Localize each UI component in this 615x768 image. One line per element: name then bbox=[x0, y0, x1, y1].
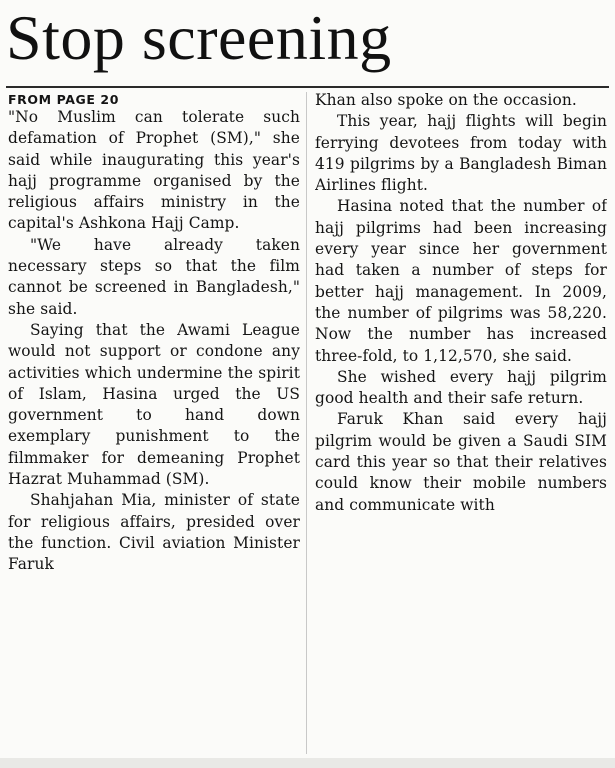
column-divider bbox=[306, 92, 307, 754]
paragraph: Shahjahan Mia, minister of state for religious affairs, presided over the function. Civil aviation Minister Faruk bbox=[8, 491, 300, 574]
paragraph: Khan also spoke on the occasion. bbox=[315, 91, 577, 109]
continuation-kicker: FROM PAGE 20 bbox=[8, 92, 120, 107]
article-column-left bbox=[8, 90, 300, 760]
paragraph: Hasina noted that the number of hajj pilgrims had been increasing every year since her government had taken a number of steps for better hajj management. In 2009, the number of pilgrims was 58,220. Now the number has increased three-fold, to 1,12,570, she said. bbox=[315, 197, 607, 365]
paragraph: "We have already taken necessary steps so that the film cannot be screened in Bangladesh," she said. bbox=[8, 235, 300, 318]
paragraph: She wished every hajj pilgrim good health and their safe return. bbox=[315, 367, 607, 408]
paragraph: This year, hajj flights will begin ferrying devotees from today with 419 pilgrims by a Bangladesh Biman Airlines flight. bbox=[315, 112, 607, 195]
article-column-right bbox=[315, 90, 607, 760]
paragraph: "No Muslim can tolerate such defamation of Prophet (SM)," she said while inaugurating this year's hajj programme organised by the religious affairs ministry in the capital's Ashkona Hajj Camp. bbox=[8, 108, 300, 233]
paragraph: Faruk Khan said every hajj pilgrim would be given a Saudi SIM card this year so that their relatives could know their mobile numbers and communicate with bbox=[315, 410, 607, 514]
headline: Stop screening bbox=[6, 2, 392, 73]
headline-rule bbox=[6, 86, 609, 88]
paragraph: Saying that the Awami League would not support or condone any activities which undermine the spirit of Islam, Hasina urged the US government to hand down exemplary punishment to the filmmaker for demeaning Prophet Hazrat Muhammad (SM). bbox=[8, 320, 300, 489]
page-bottom-edge bbox=[0, 758, 615, 768]
